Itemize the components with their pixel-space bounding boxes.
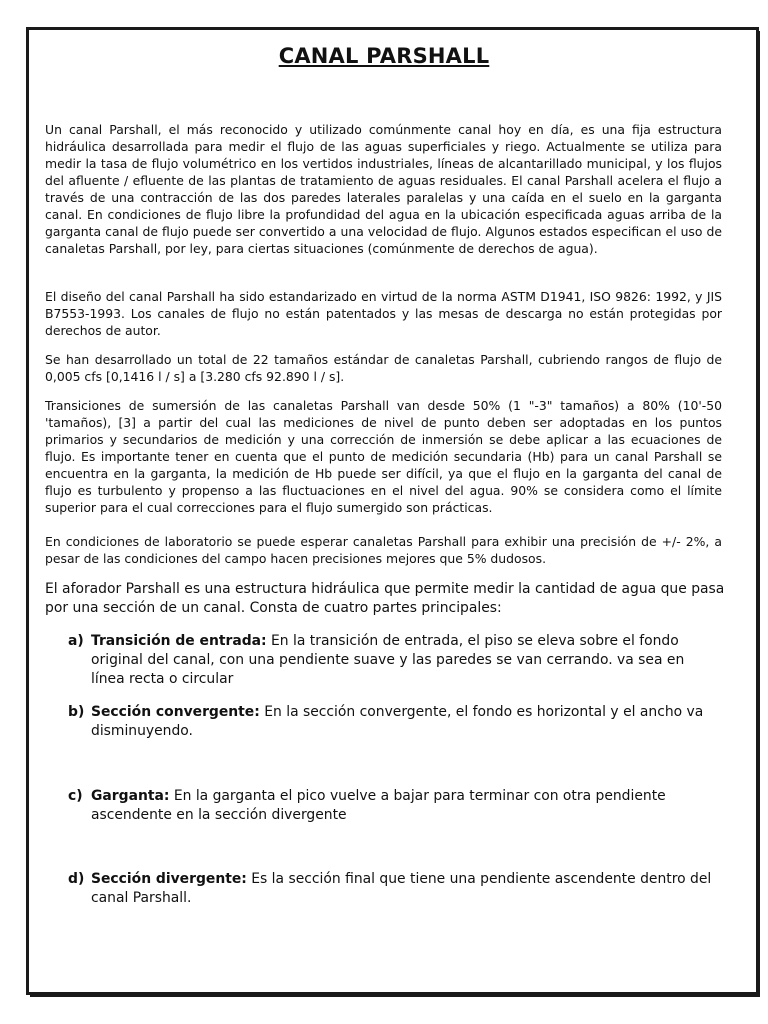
list-item-text: En la sección convergente, el fondo es horizontal y el ancho va disminuyendo.	[91, 704, 704, 739]
list-item-content	[91, 703, 718, 741]
list-item-text: En la garganta el pico vuelve a bajar para terminar con otra pendiente ascendente en la sección divergente	[91, 788, 666, 823]
list-item-term: Sección convergente:	[91, 704, 260, 720]
list-item-seccion-divergente	[68, 870, 718, 908]
list-item-content	[91, 632, 718, 689]
list-marker: b)	[68, 704, 85, 720]
paragraph-definition: Un canal Parshall, el más reconocido y utilizado comúnmente canal hoy en día, es una fija estructura hidráulica desarrollada para medir el flujo de las aguas superficiales y riego. Actualmente se utiliza para medir la tasa de flujo volumétrico en los vertidos industriales, líneas de alcantarillado municipal, y los flujos del afluente / efluente de las plantas de tratamiento de aguas residuales. El canal Parshall acelera el flujo a través de una contracción de las dos paredes laterales paralelas y una caída en el suelo en la garganta canal. En condiciones de flujo libre la profundidad del agua en la ubicación especificada aguas arriba de la garganta canal de flujo puede ser convertido a una velocidad de flujo. Algunos estados especifican el uso de canaletas Parshall, por ley, para ciertas situaciones (comúnmente de derechos de agua).	[45, 122, 722, 256]
list-item-seccion-convergente	[68, 703, 718, 741]
list-item-term: Garganta:	[91, 788, 170, 804]
list-item-content	[91, 870, 718, 908]
paragraph-precision: En condiciones de laboratorio se puede esperar canaletas Parshall para exhibir una precisión de +/- 2%, a pesar de las condiciones del campo hacen precisiones mejores que 5% dudosos.	[45, 534, 722, 566]
list-item-term: Transición de entrada:	[91, 633, 267, 649]
paragraph-submersion: Transiciones de sumersión de las canaletas Parshall van desde 50% (1 "-3" tamaños) a 80% (10'-50 'tamaños), [3] a partir del cual las mediciones de nivel de punto deben ser adoptadas en los puntos primarios y secundarios de medición y una corrección de inmersión se debe aplicar a las ecuaciones de flujo. Es importante tener en cuenta que el punto de medición secundaria (Hb) para un canal Parshall se encuentra en la garganta, la medición de Hb puede ser difícil, ya que el flujo en la garganta del canal de flujo es turbulento y propenso a las fluctuaciones en el nivel del agua. 90% se considera como el límite superior para el cual correcciones para el flujo sumergido son prácticas.	[45, 398, 722, 515]
list-marker: c)	[68, 788, 83, 804]
list-item-transicion-entrada	[68, 632, 718, 689]
paragraph-sizes: Se han desarrollado un total de 22 tamaños estándar de canaletas Parshall, cubriendo rangos de flujo de 0,005 cfs [0,1416 l / s] a [3.280 cfs 92.890 l / s].	[45, 352, 722, 384]
paragraph-standards: El diseño del canal Parshall ha sido estandarizado en virtud de la norma ASTM D1941, ISO 9826: 1992, y JIS B7553-1993. Los canales de flujo no están patentados y las mesas de descarga no están protegidas por derechos de autor.	[45, 289, 722, 338]
list-item-term: Sección divergente:	[91, 871, 247, 887]
list-item-text: En la transición de entrada, el piso se eleva sobre el fondo original del canal, con una pendiente suave y las paredes se van cerrando. va sea en línea recta o circular	[91, 633, 685, 687]
list-marker: d)	[68, 871, 85, 887]
parts-intro: El aforador Parshall es una estructura hidráulica que permite medir la cantidad de agua que pasa por una sección de un canal. Consta de cuatro partes principales:	[45, 581, 725, 616]
list-item-text: Es la sección final que tiene una pendiente ascendente dentro del canal Parshall.	[91, 871, 712, 906]
list-marker: a)	[68, 633, 84, 649]
list-item-content	[91, 787, 718, 825]
document-title: CANAL PARSHALL	[278, 44, 490, 68]
list-item-garganta	[68, 787, 718, 825]
